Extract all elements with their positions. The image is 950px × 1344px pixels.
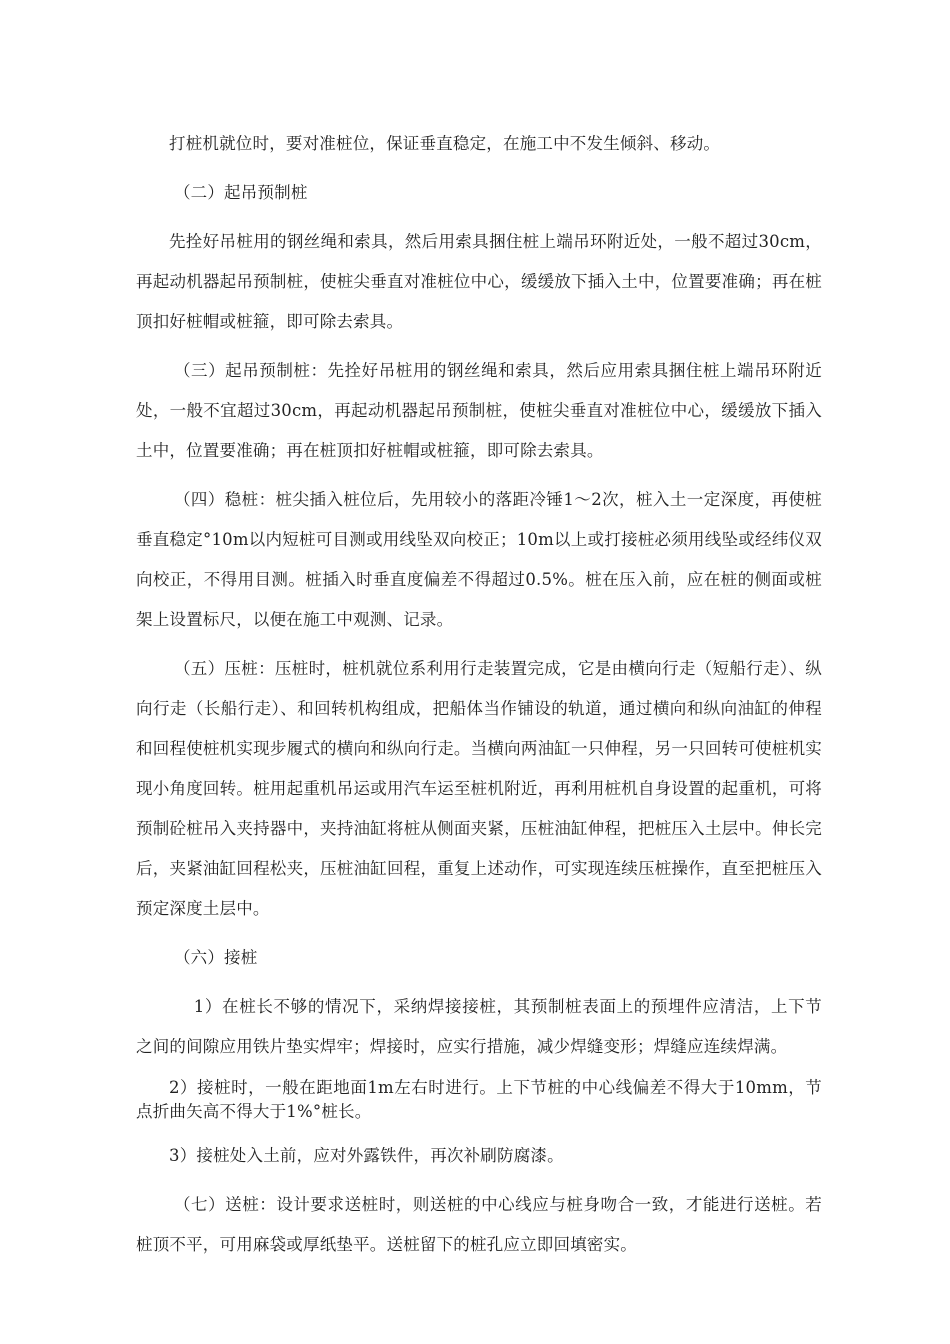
paragraph-section-three-lifting: （三）起吊预制桩：先拴好吊桩用的钢丝绳和索具，然后应用索具捆住桩上端吊环附近处，一般不宜超过30cm，再起动机器起吊预制桩，使桩尖垂直对准桩位中心，缓缓放下插入土中，位置要准确；再在桩顶扣好桩帽或桩箍，即可除去索具。 — [136, 361, 822, 460]
paragraph-section-five-pressing: （五）压桩：压桩时，桩机就位系利用行走装置完成，它是由横向行走（短船行走）、纵向行走（长船行走）、和回转机构组成，把船体当作铺设的轨道，通过横向和纵向油缸的伸程和回程使桩机实现步履式的横向和纵向行走。当横向两油缸一只伸程，另一只回转可使桩机实现小角度回转。桩用起重机吊运或用汽车运至桩机附近，再利用桩机自身设置的起重机，可将预制砼桩吊入夹持器中，夹持油缸将桩从侧面夹紧，压桩油缸伸程，把桩压入土层中。伸长完后，夹紧油缸回程松夹，压桩油缸回程，重复上述动作，可实现连续压桩操作，直至把桩压入预定深度土层中。 — [136, 659, 822, 918]
heading-pile-splicing: （六）接桩 — [173, 948, 258, 967]
paragraph-splicing-item-3: 3）接桩处入土前，应对外露铁件，再次补刷防腐漆。 — [169, 1146, 564, 1165]
paragraph-section-four-stabilizing: （四）稳桩：桩尖插入桩位后，先用较小的落距冷锤1〜2次，桩入土一定深度，再使桩垂直稳定°10m以内短桩可目测或用线坠双向校正；10m以上或打接桩必须用线坠或经纬仪双向校正，不得用目测。桩插入时垂直度偏差不得超过0.5%。桩在压入前，应在桩的侧面或桩架上设置标尺，以便在施工中观测、记录。 — [136, 490, 822, 629]
paragraph-lifting-procedure: 先拴好吊桩用的钢丝绳和索具，然后用索具捆住桩上端吊环附近处，一般不超过30cm，再起动机器起吊预制桩，使桩尖垂直对准桩位中心，缓缓放下插入土中，位置要准确；再在桩顶扣好桩帽或桩箍，即可除去索具。 — [136, 232, 822, 331]
document-body — [136, 124, 822, 1274]
paragraph-section-seven-follower: （七）送桩：设计要求送桩时，则送桩的中心线应与桩身吻合一致，才能进行送桩。若桩顶不平，可用麻袋或厚纸垫平。送桩留下的桩孔应立即回填密实。 — [136, 1195, 822, 1254]
heading-lifting-precast-pile: （二）起吊预制桩 — [173, 183, 308, 202]
paragraph-splicing-item-2: 2）接桩时，一般在距地面1m左右时进行。上下节桩的中心线偏差不得大于10mm，节点折曲矢高不得大于1%°桩长。 — [136, 1078, 822, 1121]
paragraph-pile-driver-positioning: 打桩机就位时，要对准桩位，保证垂直稳定，在施工中不发生倾斜、移动。 — [169, 134, 721, 153]
paragraph-splicing-item-1: 1）在桩长不够的情况下，采纳焊接接桩，其预制桩表面上的预埋件应清洁，上下节之间的间隙应用铁片垫实焊牢；焊接时，应实行措施，减少焊缝变形；焊缝应连续焊满。 — [136, 997, 822, 1056]
